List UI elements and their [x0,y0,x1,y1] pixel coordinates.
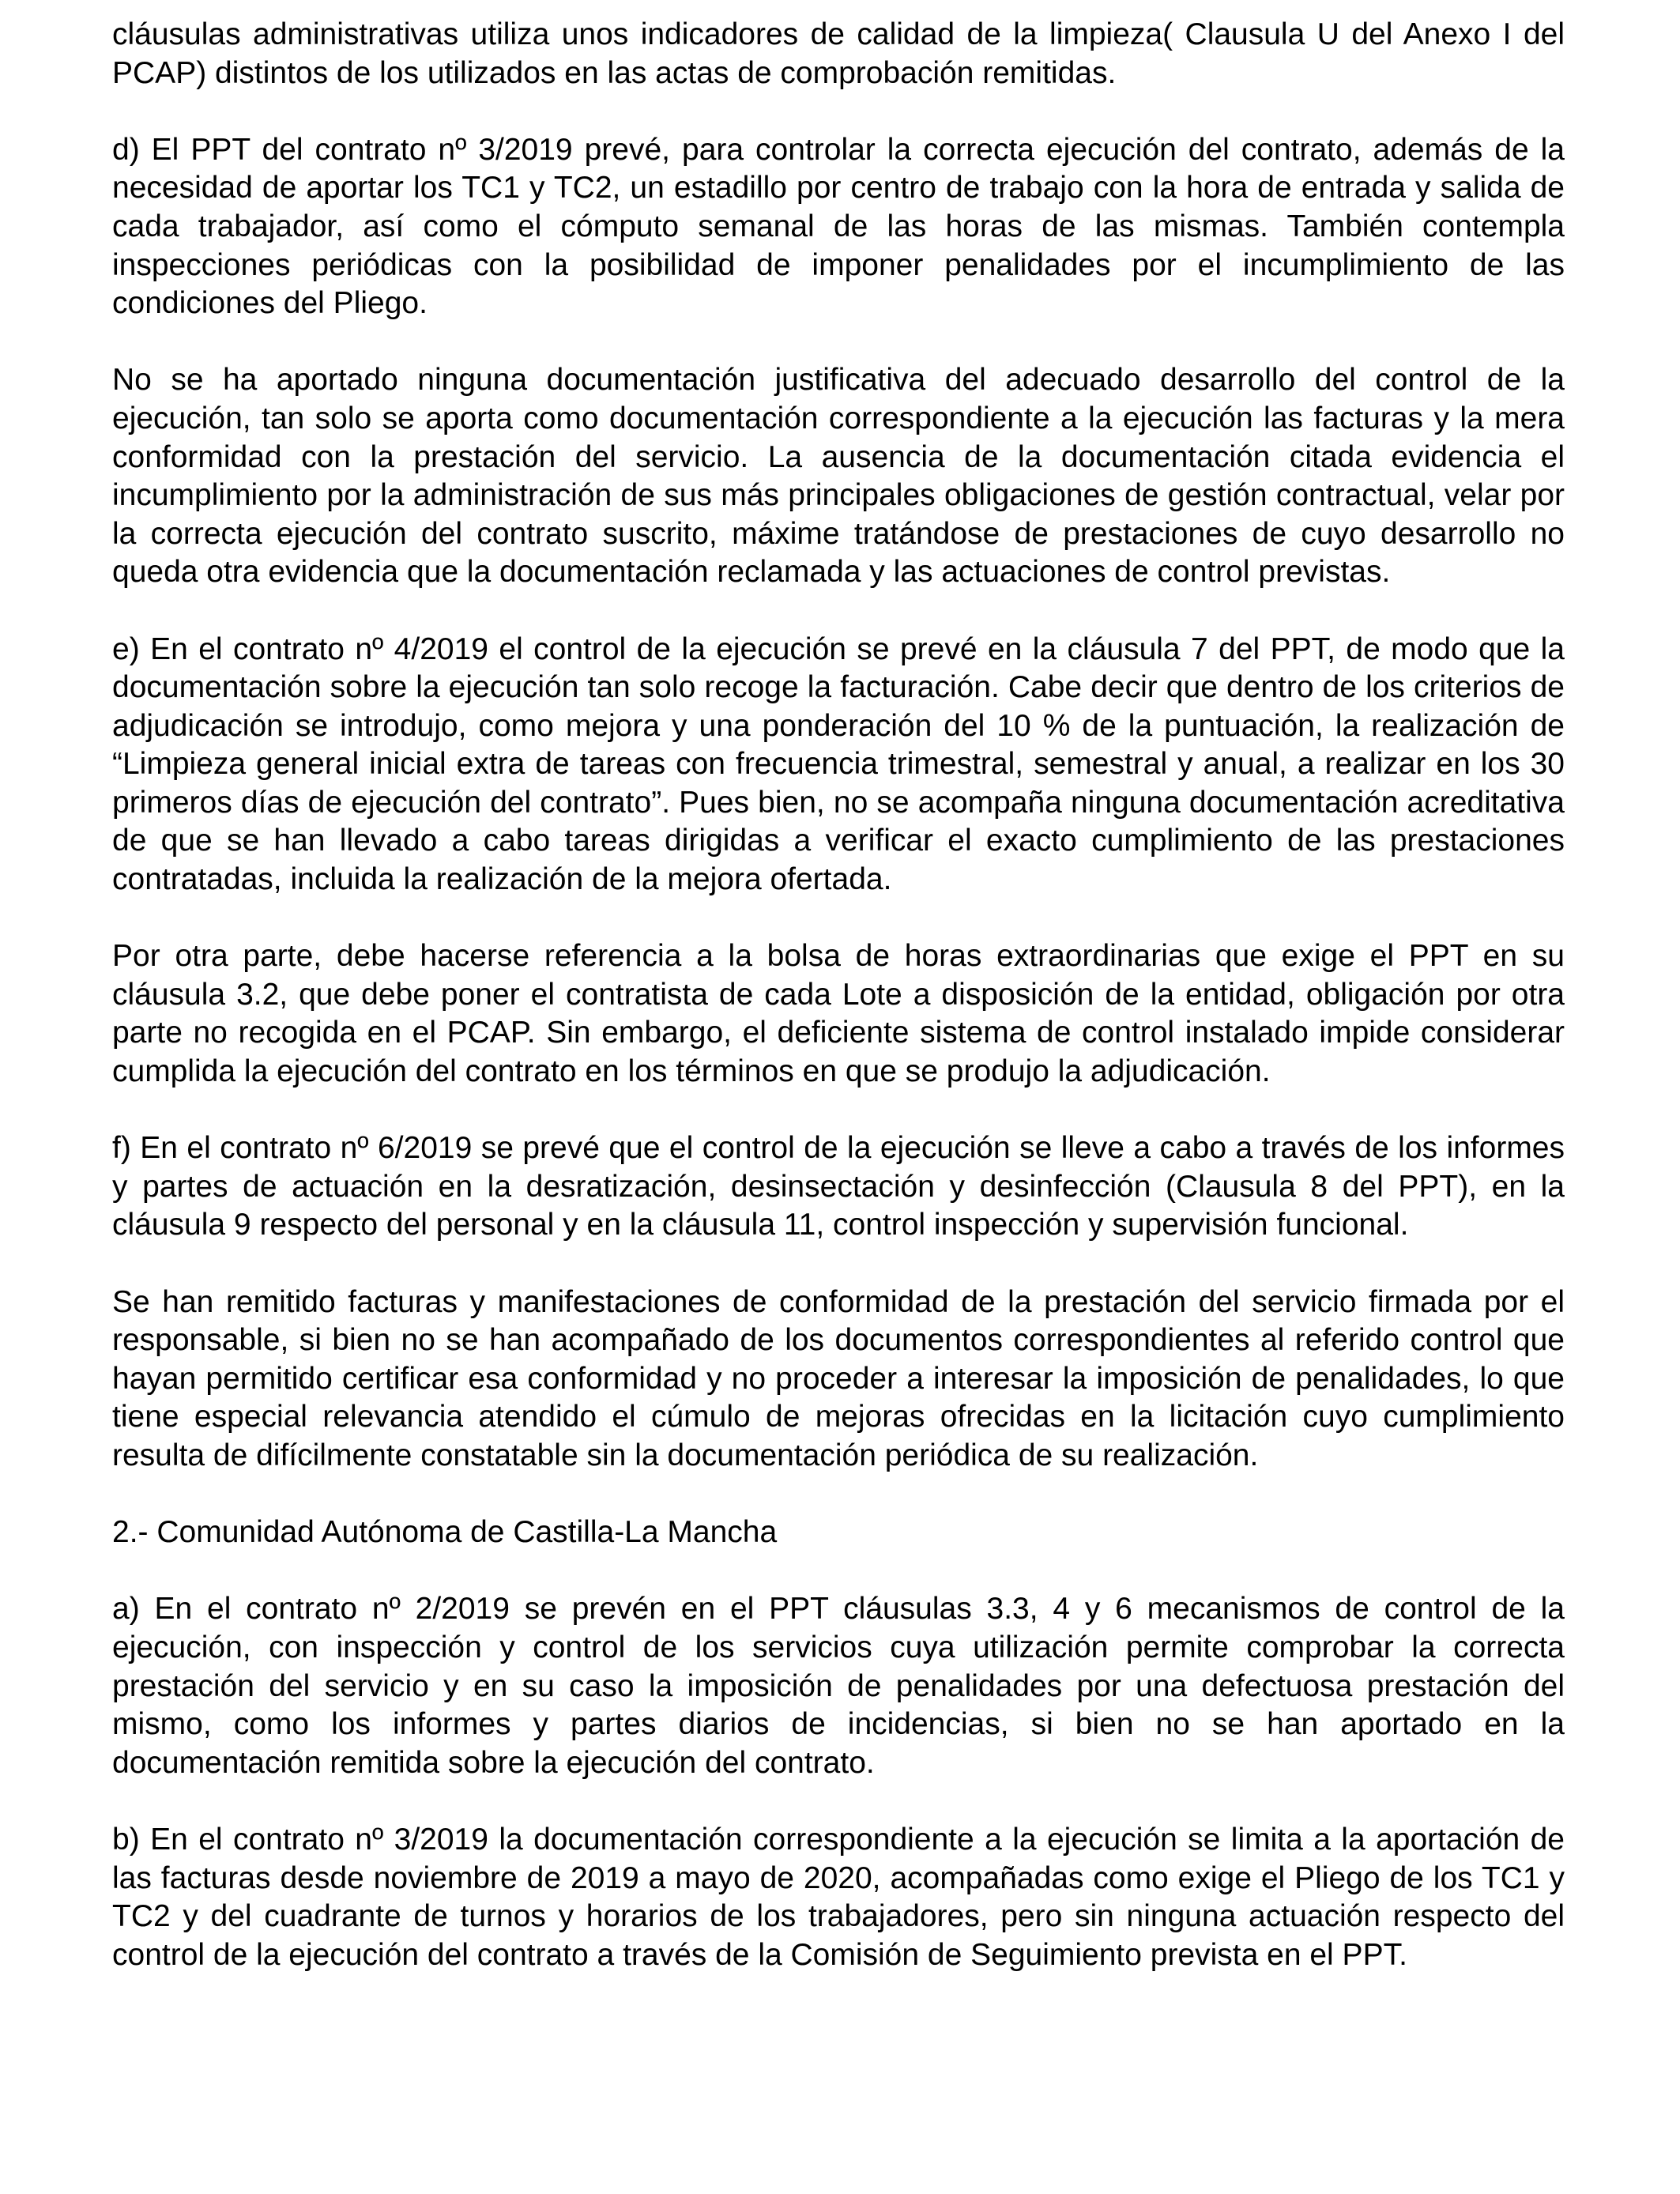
document-body [112,16,1565,2013]
paragraph-b: b) En el contrato nº 3/2019 la documentación correspondiente a la ejecución se limita a la aportación de las facturas desde noviembre de 2019 a mayo de 2020, acompañadas como exige el Pliego de los TC1 y TC2 y del cuadrante de turnos y horarios de los trabajadores, pero sin ninguna actuación respecto del control de la ejecución del contrato a través de la Comisión de Seguimiento prevista en el PPT. [112,1822,1565,1972]
paragraph-e-overtime: Por otra parte, debe hacerse referencia a la bolsa de horas extraordinarias que exige el PPT en su cláusula 3.2, que debe poner el contratista de cada Lote a disposición de la entidad, obligación por otra parte no recogida en el PCAP. Sin embargo, el deficiente sistema de control instalado impide considerar cumplida la ejecución del contrato en los términos en que se produjo la adjudicación. [112,939,1565,1089]
paragraph-f: f) En el contrato nº 6/2019 se prevé que el control de la ejecución se lleve a cabo a través de los informes y partes de actuación en la desratización, desinsectación y desinfección (Clausula 8 del PPT), en la cláusula 9 respecto del personal y en la cláusula 11, control inspección y supervisión funcional. [112,1131,1565,1242]
paragraph-e: e) En el contrato nº 4/2019 el control de la ejecución se prevé en la cláusula 7 del PPT, de modo que la documentación sobre la ejecución tan solo recoge la facturación. Cabe decir que dentro de los criterios de adjudicación se introdujo, como mejora y una ponderación del 10 % de la puntuación, la realización de “Limpieza general inicial extra de tareas con frecuencia trimestral, semestral y anual, a realizar en los 30 primeros días de ejecución del contrato”. Pues bien, no se acompaña ninguna documentación acreditativa de que se han llevado a cabo tareas dirigidas a verificar el exacto cumplimiento de las prestaciones contratadas, incluida la realización de la mejora ofertada. [112,631,1565,897]
paragraph-f-findings: Se han remitido facturas y manifestaciones de conformidad de la prestación del servicio firmada por el responsable, si bien no se han acompañado de los documentos correspondientes al referido control que hayan permitido certificar esa conformidad y no proceder a interesar la imposición de penalidades, lo que tiene especial relevancia atendido el cúmulo de mejoras ofrecidas en la licitación cuyo cumplimiento resulta de difícilmente constatable sin la documentación periódica de su realización. [112,1284,1565,1472]
paragraph-d-findings: No se ha aportado ninguna documentación justificativa del adecuado desarrollo del control de la ejecución, tan solo se aporta como documentación correspondiente a la ejecución las facturas y la mera conformidad con la prestación del servicio. La ausencia de la documentación citada evidencia el incumplimiento por la administración de sus más principales obligaciones de gestión contractual, velar por la correcta ejecución del contrato suscrito, máxime tratándose de prestaciones de cuyo desarrollo no queda otra evidencia que la documentación reclamada y las actuaciones de control previstas. [112,363,1565,590]
paragraph-a: a) En el contrato nº 2/2019 se prevén en el PPT cláusulas 3.3, 4 y 6 mecanismos de control de la ejecución, con inspección y control de los servicios cuya utilización permite comprobar la correcta prestación del servicio y en su caso la imposición de penalidades por una defectuosa prestación del mismo, como los informes y partes diarios de incidencias, si bien no se han aportado en la documentación remitida sobre la ejecución del contrato. [112,1592,1565,1780]
section-heading: 2.- Comunidad Autónoma de Castilla-La Mancha [112,1515,778,1550]
paragraph-d: d) El PPT del contrato nº 3/2019 prevé, para controlar la correcta ejecución del contrato, además de la necesidad de aportar los TC1 y TC2, un estadillo por centro de trabajo con la hora de entrada y salida de cada trabajador, así como el cómputo semanal de las horas de las mismas. También contempla inspecciones periódicas con la posibilidad de imponer penalidades por el incumplimiento de las condiciones del Pliego. [112,132,1565,321]
paragraph-continuation: cláusulas administrativas utiliza unos indicadores de calidad de la limpieza( Clausula U del Anexo I del PCAP) distintos de los utilizados en las actas de comprobación remitidas. [112,17,1565,90]
